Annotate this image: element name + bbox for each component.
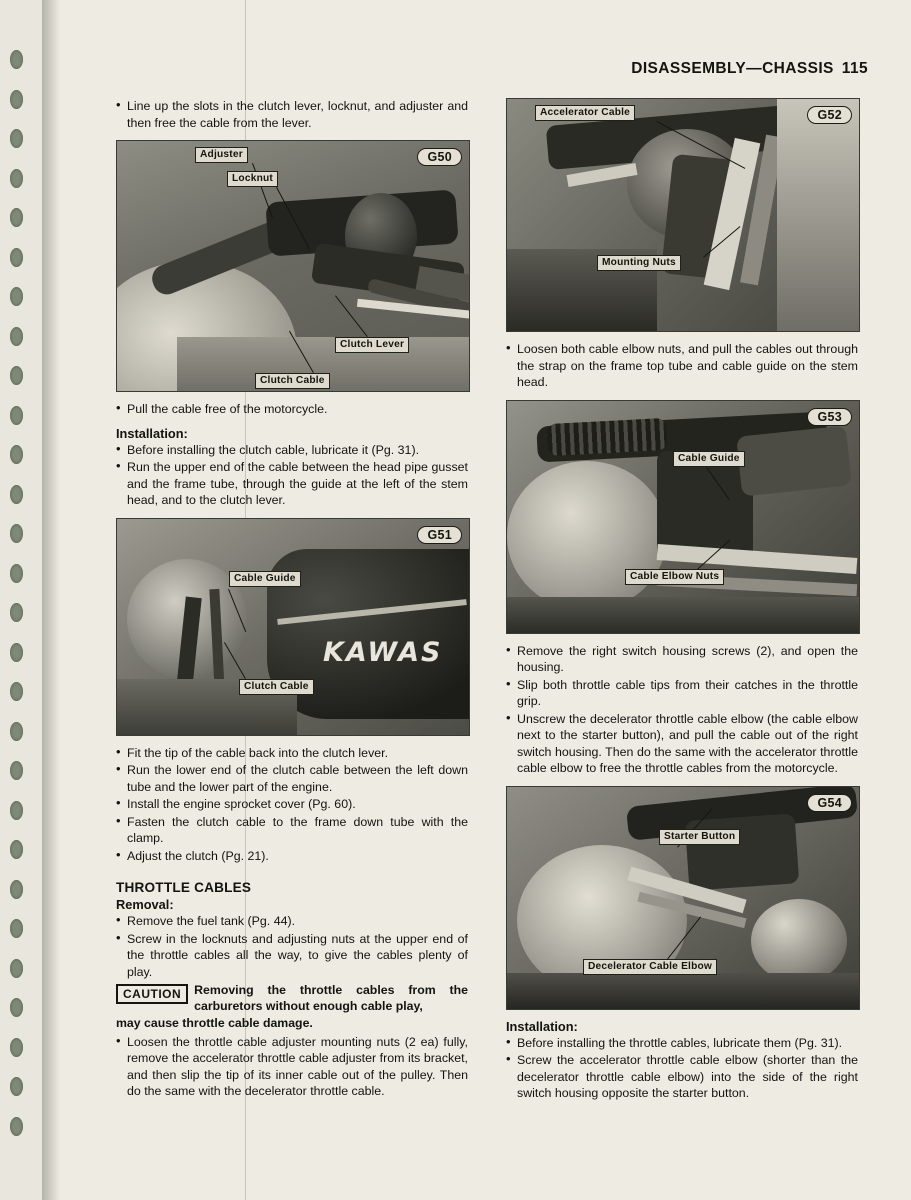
binder-hole <box>10 248 23 267</box>
binder-hole <box>10 840 23 859</box>
caution-note <box>116 983 468 1014</box>
figure-code: G51 <box>417 526 462 544</box>
instruction-bullet: • Loosen the throttle cable adjuster mounting nuts (2 ea) fully, remove the accelerator throttle cable adjuster from its bracket, and then slip the tip of its inner cable out of the pulley. Then do the same with the decelerator throttle cable. <box>116 1034 468 1100</box>
instruction-bullet: • Slip both throttle cable tips from their catches in the throttle grip. <box>506 677 858 710</box>
binder-hole <box>10 880 23 899</box>
figure-label: Mounting Nuts <box>597 255 681 271</box>
figure-code: G50 <box>417 148 462 166</box>
figure-g51-photo <box>117 519 469 735</box>
figure-g52-photo <box>507 99 859 331</box>
binder-hole <box>10 208 23 227</box>
subsection-heading: Removal: <box>116 897 174 912</box>
binder-hole <box>10 169 23 188</box>
section-heading: THROTTLE CABLES <box>116 880 252 895</box>
caution-label: CAUTION <box>116 984 188 1004</box>
binder-hole <box>10 129 23 148</box>
figure-label: Clutch Cable <box>239 679 314 695</box>
figure-g52 <box>506 98 860 332</box>
figure-g54 <box>506 786 860 1010</box>
binder-hole <box>10 959 23 978</box>
binder-hole <box>10 1077 23 1096</box>
instruction-bullet: • Screw in the locknuts and adjusting nuts at the upper end of the throttle cables all the way, to give the cables plenty of play. <box>116 931 468 981</box>
instruction-bullet: • Run the lower end of the clutch cable between the left down tube and the lower part of the engine. <box>116 762 468 795</box>
figure-code: G52 <box>807 106 852 124</box>
page-header <box>631 60 868 78</box>
page-content <box>110 52 872 1172</box>
binder-hole <box>10 485 23 504</box>
page-number: 115 <box>841 60 868 77</box>
binder-hole <box>10 287 23 306</box>
binder-hole-strip <box>0 0 42 1200</box>
figure-label: Cable Elbow Nuts <box>625 569 724 585</box>
binder-hole <box>10 406 23 425</box>
instruction-bullet: • Pull the cable free of the motorcycle. <box>116 401 468 418</box>
instruction-bullet: • Adjust the clutch (Pg. 21). <box>116 848 468 865</box>
binder-hole <box>10 1038 23 1057</box>
figure-label: Locknut <box>227 171 278 187</box>
left-column <box>116 98 468 1101</box>
figure-label: Adjuster <box>195 147 248 163</box>
binder-hole <box>10 722 23 741</box>
instruction-bullet: • Remove the right switch housing screws (2), and open the housing. <box>506 643 858 676</box>
figure-g54-photo <box>507 787 859 1009</box>
instruction-bullet: • Unscrew the decelerator throttle cable elbow (the cable elbow next to the starter button), and pull the cable out of the right switch housing. Then do the same with the accelerator throttle cable elbow to free the throttle cables from the motorcycle. <box>506 711 858 777</box>
binder-hole <box>10 761 23 780</box>
subsection-heading: Installation: <box>506 1018 578 1034</box>
figure-label: Decelerator Cable Elbow <box>583 959 717 975</box>
binder-hole <box>10 327 23 346</box>
instruction-bullet: • Loosen both cable elbow nuts, and pull the cables out through the strap on the frame top tube and cable guide on the stem head. <box>506 341 858 391</box>
binder-hole <box>10 682 23 701</box>
figure-code: G53 <box>807 408 852 426</box>
instruction-bullet: • Before installing the clutch cable, lubricate it (Pg. 31). <box>116 442 468 459</box>
binder-hole <box>10 524 23 543</box>
figure-g50-photo <box>117 141 469 391</box>
figure-label: Clutch Lever <box>335 337 409 353</box>
caution-text: Removing the throttle cables from the carburetors without enough cable play, <box>194 983 468 1013</box>
figure-g53-photo <box>507 401 859 633</box>
instruction-bullet: • Before installing the throttle cables, lubricate them (Pg. 31). <box>506 1035 858 1052</box>
tank-brand-text: KAWAS <box>323 636 443 668</box>
figure-g51 <box>116 518 470 736</box>
binder-hole <box>10 801 23 820</box>
binder-hole <box>10 919 23 938</box>
figure-g50 <box>116 140 470 392</box>
binder-hole <box>10 366 23 385</box>
binder-hole <box>10 50 23 69</box>
right-column <box>506 98 858 1103</box>
figure-code: G54 <box>807 794 852 812</box>
binder-hole <box>10 90 23 109</box>
figure-label: Cable Guide <box>229 571 301 587</box>
figure-label: Clutch Cable <box>255 373 330 389</box>
caution-text-continued: may cause throttle cable damage. <box>116 1016 313 1030</box>
binder-hole <box>10 643 23 662</box>
instruction-bullet: • Remove the fuel tank (Pg. 44). <box>116 913 468 930</box>
figure-label: Accelerator Cable <box>535 105 635 121</box>
subsection-heading: Installation: <box>116 425 188 441</box>
instruction-bullet: • Install the engine sprocket cover (Pg. 60). <box>116 796 468 813</box>
binder-hole <box>10 564 23 583</box>
binder-hole <box>10 1117 23 1136</box>
instruction-bullet: • Line up the slots in the clutch lever, locknut, and adjuster and then free the cable from the lever. <box>116 98 468 131</box>
binder-hole <box>10 445 23 464</box>
figure-g53 <box>506 400 860 634</box>
instruction-bullet: • Fasten the clutch cable to the frame down tube with the clamp. <box>116 814 468 847</box>
figure-label: Cable Guide <box>673 451 745 467</box>
instruction-bullet: • Run the upper end of the cable between the head pipe gusset and the frame tube, through the guide at the left of the stem head, and to the clutch lever. <box>116 459 468 509</box>
figure-label: Starter Button <box>659 829 740 845</box>
page-header-title: DISASSEMBLY—CHASSIS <box>631 60 834 77</box>
instruction-bullet: • Fit the tip of the cable back into the clutch lever. <box>116 745 468 762</box>
instruction-bullet: • Screw the accelerator throttle cable elbow (shorter than the decelerator throttle cable elbow) into the side of the right switch housing opposite the starter button. <box>506 1052 858 1102</box>
binder-hole <box>10 603 23 622</box>
binder-hole <box>10 998 23 1017</box>
